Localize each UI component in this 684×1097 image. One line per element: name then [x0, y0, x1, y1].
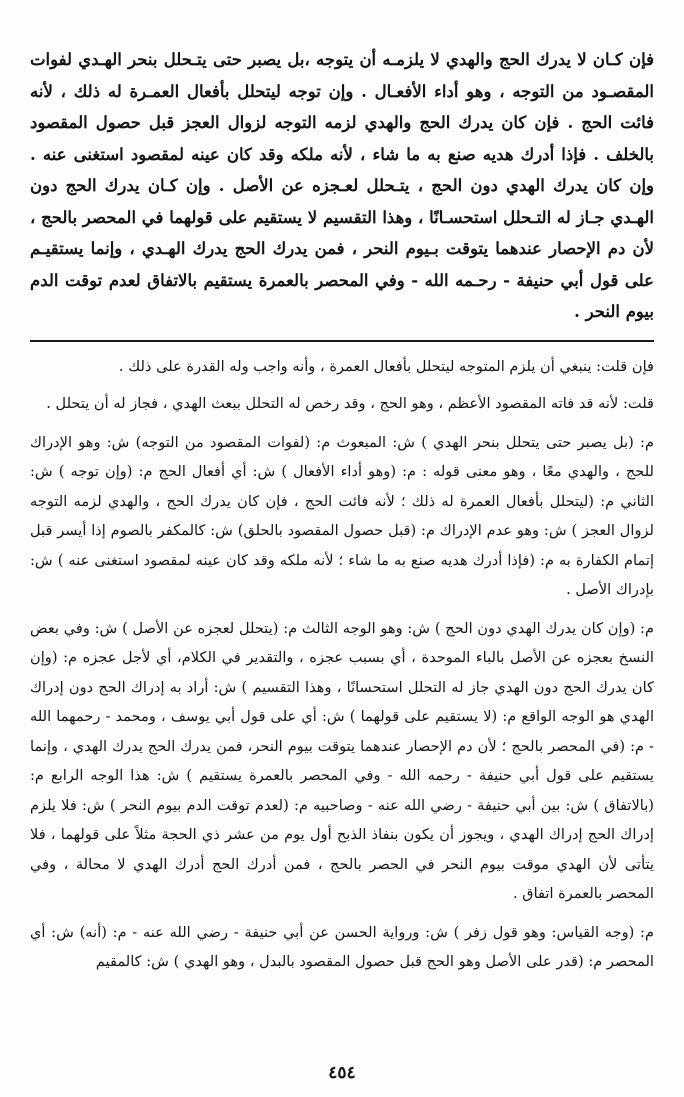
commentary-paragraph-4: م: (وإن كان يدرك الهدي دون الحج ) ش: وهو الوجه الثالث م: (يتحلل لعجزه عن الأصل ) ش: وفي بعض النسخ بعجزه عن الأصل بالباء الموحدة ، أي بسبب عجزه ، والتقدير في الكلام، أي لأجل عجزه م: (وإن كان يدرك الحج دون الهدي جاز له التحلل استحسانًا ، وهذا التقسيم ) ش: أراد به إدراك الحج دون إدراك الهدي هو الوجه الواقع م: (لا يستقيم على قولهما ) ش: أي على قول أبي يوسف ، ومحمد - رحمهما الله - م: (في المحصر بالحج ؛ لأن دم الإحصار عندهما يتوقت بيوم النحر، فمن يدرك الحج يدرك الهدي ، وإنما يستقيم على قول أبي حنيفة - رحمه الله - وفي المحصر بالعمرة يستقيم ) ش: هذا الوجه الرابع م: (بالاتفاق ) ش: بين أبي حنيفة - رضي الله عنه - وصاحبيه م: (لعدم توقت الدم بيوم النحر ) ش: فلا يلزم إدراك الحج إدراك الهدي ، ويجوز أن يكون بنفاذ الذبح أول يوم من عشر ذي الحجة مثلاً على قولهما ، فلا يتأتى لأن الهدي موقت بيوم النحر في الحصر بالحج ، فمن أدرك الحج أدرك الهدي لا محالة ، وفي المحصر بالعمرة اتفاق .: [30, 619, 654, 902]
commentary-paragraph-1: فإن قلت: ينبغي أن يلزم المتوجه ليتحلل بأفعال العمرة ، وأنه واجب وله القدرة على ذلك .: [118, 357, 654, 375]
main-text-block: [30, 44, 654, 328]
commentary-paragraph-5: م: (وجه القياس: وهو قول زفر ) ش: ورواية الحسن عن أبي حنيفة - رضي الله عنه - م: (أنه) ش: أي المحصر م: (قدر على الأصل وهو الحج قبل حصول المقصود بالبدل ، وهو الهدي ) ش: كالمقيم: [30, 923, 654, 970]
commentary-paragraph-2: قلت: لأنه قد فاته المقصود الأعظم ، وهو الحج ، وقد رخص له التحلل ببعث الهدي ، فجاز له أن يتحلل .: [46, 395, 654, 412]
commentary-block: [30, 352, 654, 977]
commentary-paragraph-3: م: (بل يصبر حتى يتحلل بنحر الهدي ) ش: المبعوث م: (لفوات المقصود من التوجه) ش: وهو الإدراك للحج ، والهدي معًا ، وهو معنى قوله : م: (وهو أداء الأفعال ) ش: أي أفعال الحج م: (وإن توجه ) ش: الثاني م: (ليتحلل بأفعال العمرة له ذلك ؛ لأنه فائت الحج ، فإن كان يدرك الحج ، والهدي لزمه التوجه لزوال العجز ) ش: وهو عدم الإدراك م: (قبل حصول المقصود بالحلق) ش: كالمكفر بالصوم إذا أيسر قبل إتمام الكفارة به م: (فإذا أدرك هديه صنع به ما شاء ؛ لأنه ملكه وقد كان عينه لمقصود استغنى عنه ) ش: بإدراك الأصل .: [30, 433, 654, 598]
page-number: ٤٥٤: [328, 1063, 356, 1083]
main-paragraph: فإن كـان لا يدرك الحج والهدي لا يلزمـه أن يتوجه ،بل يصبر حتى يتـحلل بنحر الهـدي لفوات المقصـود من التوجه ، وهو أداء الأفعـال . وإن توجه ليتحلل بأفعال العمـرة له ذلك ، لأنه فائت الحج . فإن كان يدرك الحج والهدي لزمه التوجه لزوال العجز قبل حصول المقصود بالخلف . فإذا أدرك هديه صنع به ما شاء ، لأنه ملكه وقد كان عينه لمقصود استغنى عنه . وإن كان يدرك الهدي دون الحج ، يتـحلل لعـجزه عن الأصل . وإن كـان يدرك الحج دون الهـدي جـاز له التـحلل استحسـانًا ، وهذا التقسيم لا يستقيم على قولهما في المحصر بالحج ، لأن دم الإحصار عندهما يتوقت بـيوم النحر ، فمن يدرك الحج يدرك الهـدي ، وإنما يستقيـم على قول أبي حنيفة - رحـمه الله - وفي المحصر بالعمرة يستقيم بالاتفاق لعدم توقت الدم بيوم النحر .: [30, 50, 654, 321]
separator-line: [30, 340, 654, 342]
